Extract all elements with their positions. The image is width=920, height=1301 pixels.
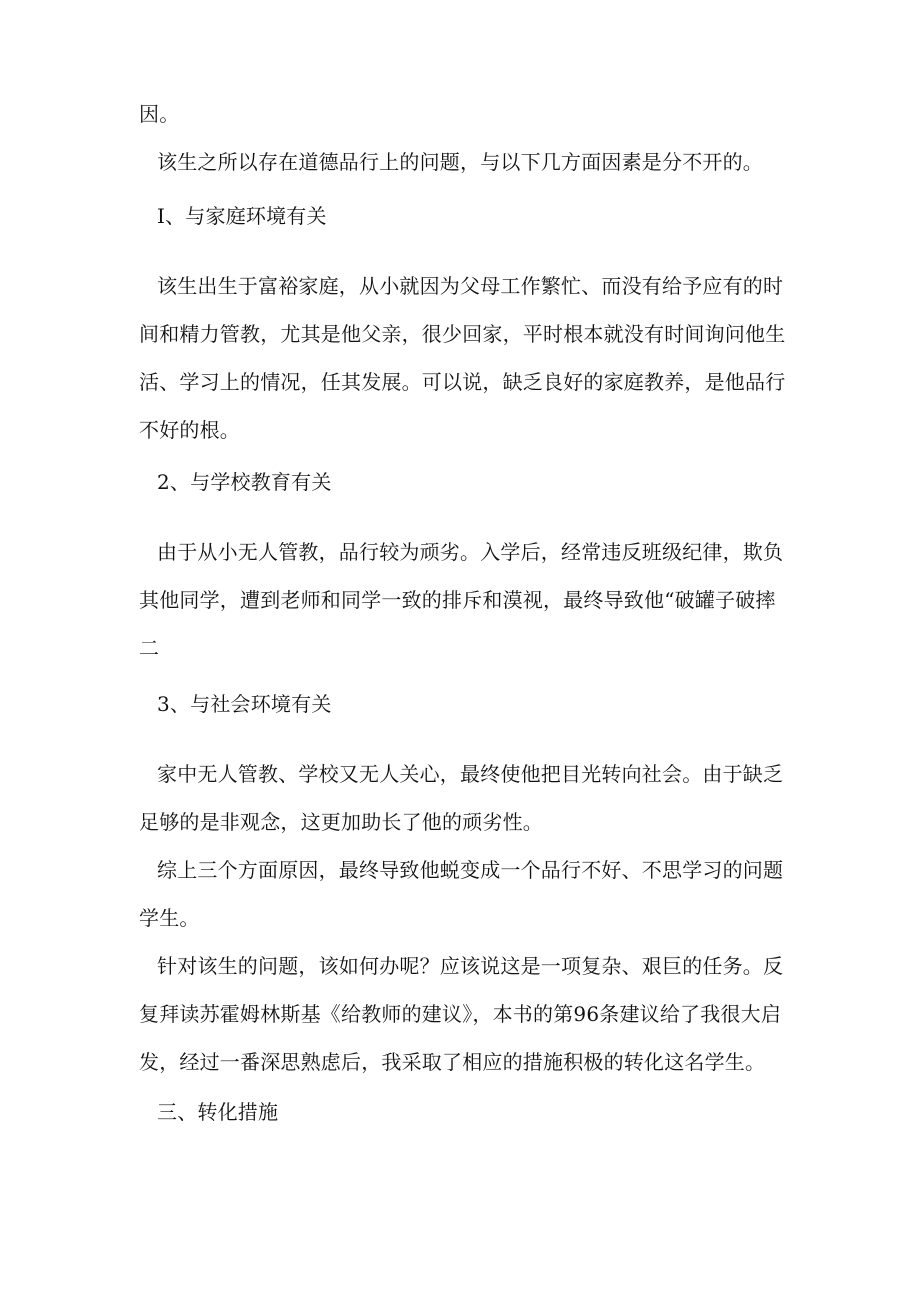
heading-text: 2、与学校教育有关 xyxy=(157,470,332,494)
text-line: 复拜读苏霍姆林斯基《给教师的建议》，本书的第96条建议给了我很大启 xyxy=(139,1002,782,1026)
text-line: 其他同学，遭到老师和同学一致的排斥和漠视，最终导致他“破罐子破摔 xyxy=(139,588,776,612)
heading-text: 三、转化措施 xyxy=(157,1100,279,1124)
text-line: 因。 xyxy=(139,102,180,126)
paragraph-society xyxy=(0,750,920,846)
paragraph-family xyxy=(0,262,920,454)
section-heading-measures xyxy=(0,1088,920,1136)
text-line: 间和精力管教，尤其是他父亲，很少回家，平时根本就没有时间询问他生 xyxy=(139,322,786,346)
text-line: 由于从小无人管教，品行较为顽劣。入学后，经常违反班级纪律，欺负 xyxy=(157,540,784,564)
text-line: 针对该生的问题，该如何办呢？应该说这是一项复杂、艰巨的任务。反 xyxy=(157,954,784,978)
text-line: 该生出生于富裕家庭，从小就因为父母工作繁忙、而没有给予应有的时 xyxy=(157,274,784,298)
paragraph-summary xyxy=(0,846,920,942)
paragraph-approach xyxy=(0,942,920,1086)
section-heading-school xyxy=(0,458,920,506)
paragraph-school xyxy=(0,528,920,672)
section-heading-family xyxy=(0,192,920,240)
text-line: 二 xyxy=(139,636,160,660)
text-line: 学生。 xyxy=(139,906,200,930)
text-line: 活、学习上的情况，任其发展。可以说，缺乏良好的家庭教养，是他品行 xyxy=(139,370,786,394)
heading-text: I、与家庭环境有关 xyxy=(157,204,327,228)
heading-text: 3、与社会环境有关 xyxy=(157,692,332,716)
text-line: 发，经过一番深思熟虑后，我采取了相应的措施积极的转化这名学生。 xyxy=(139,1050,766,1074)
section-heading-society xyxy=(0,680,920,728)
paragraph-continuation xyxy=(0,90,920,138)
text-line: 不好的根。 xyxy=(139,418,240,442)
text-line: 综上三个方面原因，最终导致他蜕变成一个品行不好、不思学习的问题 xyxy=(157,858,784,882)
text-line: 家中无人管教、学校又无人关心，最终使他把目光转向社会。由于缺乏 xyxy=(157,762,784,786)
text-line: 该生之所以存在道德品行上的问题，与以下几方面因素是分不开的。 xyxy=(157,150,763,174)
paragraph-intro xyxy=(0,138,920,186)
text-line: 足够的是非观念，这更加助长了他的顽劣性。 xyxy=(139,810,543,834)
